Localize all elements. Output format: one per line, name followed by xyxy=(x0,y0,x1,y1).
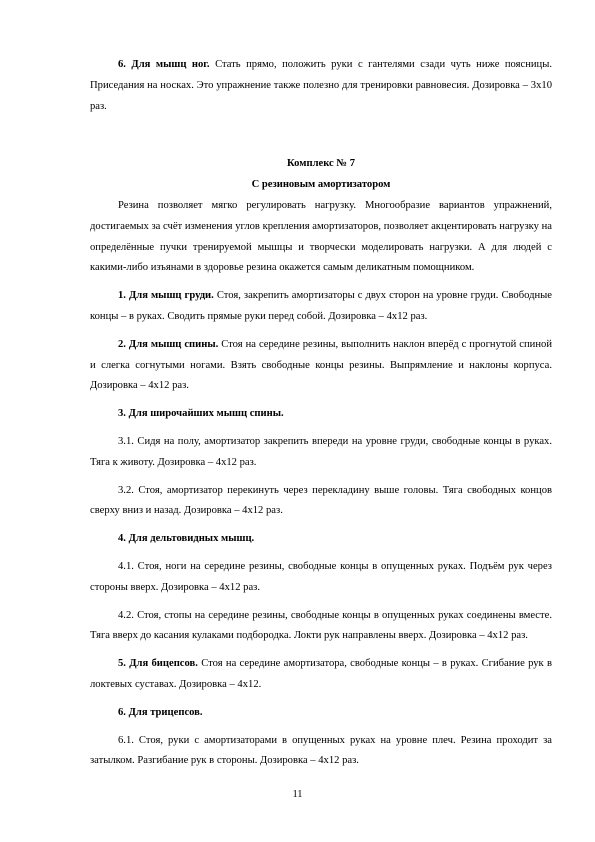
exercise-heading: 5. Для бицепсов. xyxy=(118,658,198,670)
paragraph-legs xyxy=(90,55,552,117)
exercise-text: Стоя, закрепить амортизаторы с двух сторон на уровне груди. Свободные концы – в руках. Сводить прямые руки перед собой. Дозировка – 4х12 раз. xyxy=(90,290,552,322)
complex-title: Комплекс № 7 xyxy=(287,158,355,170)
exercise-heading: 1. Для мышц груди. xyxy=(118,290,214,302)
paragraph-heading: 6. Для мышц ног. xyxy=(118,59,210,70)
paragraph-text: Стать прямо, положить руки с гантелями сзади чуть ниже поясницы. Приседания на носках. Это упражнение также полезно для тренировки равновесия. Дозировка – 3х10 раз. xyxy=(90,59,552,112)
exercise-triceps-6-1: 6.1. Стоя, руки с амортизаторами в опущенных руках на уровне плеч. Резина проходит за затылком. Разгибание рук в стороны. Дозировка – 4х12 раз. xyxy=(90,734,552,767)
exercise-text: Стоя на середине резины, выполнить наклон вперёд с прогнутой спиной и слегка согнутыми ногами. Взять свободные концы резины. Выпрямление и наклоны корпуса. Дозировка – 4х12 раз. xyxy=(90,338,552,392)
exercise-deltoids-heading: 4. Для дельтовидных мышц. xyxy=(118,533,255,545)
exercise-deltoids-4-2: 4.2. Стоя, стопы на середине резины, свободные концы в опущенных руках соединены вместе. Тяга вверх до касания кулаками подбородка. Локти рук направлены вверх. Дозировка – 4х12 раз. xyxy=(90,609,552,642)
exercise-deltoids-4-1: 4.1. Стоя, ноги на середине резины, свободные концы в опущенных руках. Подъём рук через стороны вверх. Дозировка – 4х12 раз. xyxy=(90,560,552,593)
page-number: 11 xyxy=(292,789,303,800)
exercise-heading: 2. Для мышц спины. xyxy=(118,338,219,350)
intro-paragraph: Резина позволяет мягко регулировать нагрузку. Многообразие вариантов упражнений, достигаемых за счёт изменения углов крепления амортизаторов, позволяет акцентировать нагрузку на определённые пучки тренируемой мышцы и творчески моделировать нагрузки. А для людей с какими-либо изъянами в здоровье резина окажется самым деликатным помощником. xyxy=(90,199,552,274)
exercise-triceps-heading: 6. Для трицепсов. xyxy=(118,706,203,718)
page-content xyxy=(90,55,552,772)
exercise-lats-heading: 3. Для широчайших мышц спины. xyxy=(118,408,284,420)
complex-subtitle: С резиновым амортизатором xyxy=(251,179,391,191)
exercise-back xyxy=(90,335,552,397)
exercise-lats-3-1: 3.1. Сидя на полу, амортизатор закрепить впереди на уровне груди, свободные концы в руках. Тяга к животу. Дозировка – 4х12 раз. xyxy=(90,435,552,468)
exercise-biceps xyxy=(90,654,552,696)
exercise-text: Стоя на середине амортизатора, свободные концы – в руках. Сгибание рук в локтевых суставах. Дозировка – 4х12. xyxy=(90,658,552,690)
exercise-lats-3-2: 3.2. Стоя, амортизатор перекинуть через перекладину выше головы. Тяга свободных концов сверху вниз и назад. Дозировка – 4х12 раз. xyxy=(90,484,552,517)
exercise-chest xyxy=(90,286,552,328)
